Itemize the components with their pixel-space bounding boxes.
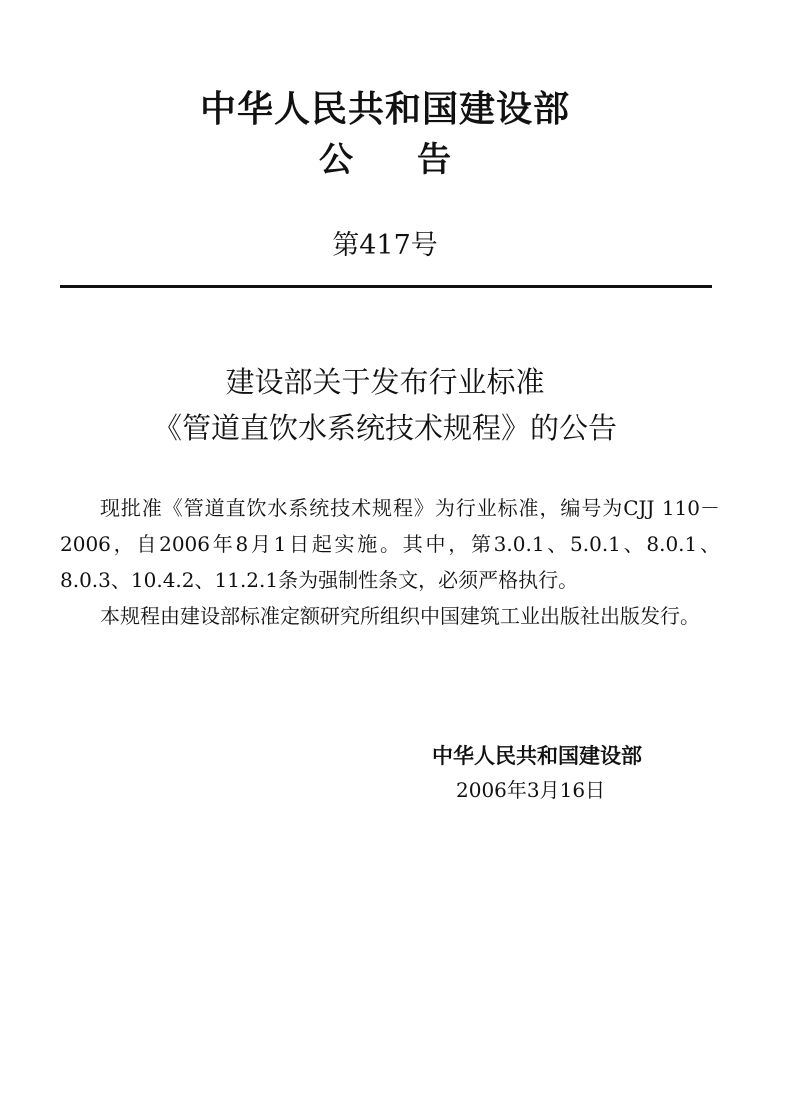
signature-date: 2006年3月16日: [456, 778, 606, 802]
announcement-title-line-1: 建设部关于发布行业标准: [225, 365, 545, 399]
header-divider: [60, 285, 712, 288]
signature-issuer: 中华人民共和国建设部: [432, 744, 642, 768]
document-number: 第417号: [332, 230, 438, 261]
issuer-heading: 中华人民共和国建设部: [199, 89, 570, 130]
body-paragraph-2: 本规程由建设部标准定额研究所组织中国建筑工业出版社出版发行。: [100, 604, 700, 628]
body-paragraph-1: 现批准《管道直饮水系统技术规程》为行业标准，编号为CJJ 110－2006，自2006年8月1日起实施。其中，第3.0.1、5.0.1、8.0.1、8.0.3、10.4.2、11.2.1条为强制性条文，必须严格执行。: [60, 496, 720, 592]
document-type-heading: 公告: [319, 140, 515, 180]
announcement-title-line-2: 《管道直饮水系统技术规程》的公告: [152, 411, 617, 445]
announcement-body: [60, 490, 720, 634]
